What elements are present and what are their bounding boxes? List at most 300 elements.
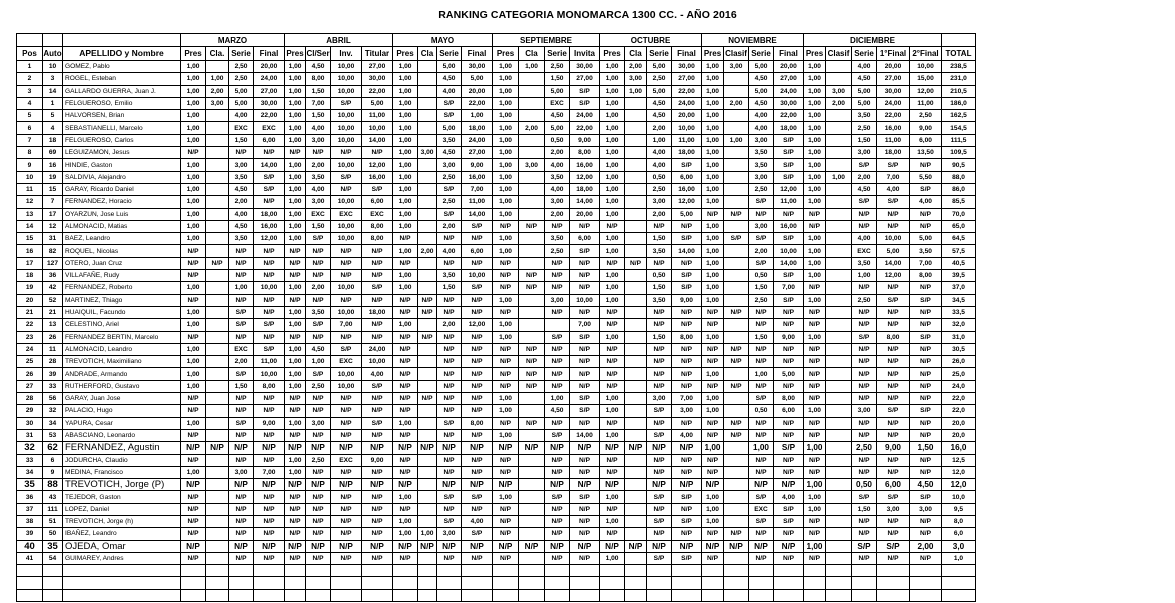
score-cell: N/P bbox=[229, 257, 254, 269]
score-cell: S/P bbox=[331, 97, 362, 109]
score-cell: 10,00 bbox=[362, 122, 393, 134]
score-cell: N/P bbox=[181, 294, 206, 306]
score-cell: 3,00 bbox=[229, 159, 254, 171]
score-cell: S/P bbox=[462, 220, 493, 232]
score-cell: N/P bbox=[306, 429, 331, 441]
score-cell: N/P bbox=[331, 552, 362, 564]
score-cell: 1,00 bbox=[181, 343, 206, 355]
score-cell bbox=[724, 294, 749, 306]
score-cell: 27,00 bbox=[570, 73, 600, 85]
score-cell: 1,00 bbox=[181, 368, 206, 380]
score-cell bbox=[625, 220, 647, 232]
score-cell: N/P bbox=[418, 294, 437, 306]
score-cell: S/P bbox=[254, 343, 285, 355]
score-cell: N/P bbox=[437, 331, 462, 343]
score-cell bbox=[418, 552, 437, 564]
pos-cell: 19 bbox=[17, 282, 43, 294]
score-cell bbox=[826, 73, 852, 85]
score-cell: N/P bbox=[437, 442, 462, 454]
score-cell: N/P bbox=[229, 454, 254, 466]
score-cell: 0,50 bbox=[852, 479, 877, 491]
score-cell: N/P bbox=[393, 368, 418, 380]
empty-cell bbox=[462, 565, 493, 577]
score-cell: 3,50 bbox=[437, 134, 462, 146]
score-cell bbox=[625, 233, 647, 245]
score-cell bbox=[206, 306, 229, 318]
score-cell: N/P bbox=[254, 257, 285, 269]
empty-cell bbox=[749, 565, 774, 577]
score-cell: N/P bbox=[804, 368, 826, 380]
score-cell: 7,00 bbox=[910, 257, 942, 269]
score-cell bbox=[206, 405, 229, 417]
score-cell: 1,00 bbox=[702, 110, 724, 122]
score-cell: 1,50 bbox=[545, 73, 570, 85]
score-cell: 1,00 bbox=[181, 306, 206, 318]
score-cell: 1,50 bbox=[749, 282, 774, 294]
score-cell: 2,50 bbox=[229, 73, 254, 85]
score-cell: N/P bbox=[702, 479, 724, 491]
score-cell: 1,50 bbox=[647, 233, 672, 245]
score-cell: N/P bbox=[545, 257, 570, 269]
score-cell: N/P bbox=[852, 528, 877, 540]
empty-cell bbox=[229, 589, 254, 601]
score-cell: N/P bbox=[181, 515, 206, 527]
score-cell: 1,00 bbox=[600, 159, 625, 171]
score-cell: N/P bbox=[724, 540, 749, 552]
score-cell: N/P bbox=[206, 442, 229, 454]
score-cell: S/P bbox=[774, 134, 804, 146]
header-blank bbox=[63, 34, 181, 47]
score-cell: 1,00 bbox=[702, 73, 724, 85]
score-cell: N/P bbox=[804, 466, 826, 478]
auto-cell: 9 bbox=[43, 466, 63, 478]
score-cell: 1,00 bbox=[804, 540, 826, 552]
score-cell: N/P bbox=[570, 257, 600, 269]
score-cell: S/P bbox=[877, 491, 910, 503]
score-cell: N/P bbox=[462, 479, 493, 491]
score-cell: EXC bbox=[852, 245, 877, 257]
score-cell: 1,00 bbox=[702, 233, 724, 245]
total-cell: 32,0 bbox=[942, 319, 976, 331]
score-cell: N/P bbox=[437, 306, 462, 318]
score-cell: N/P bbox=[493, 515, 519, 527]
score-cell: 4,50 bbox=[229, 220, 254, 232]
driver-name-cell: GALLARDO GUERRA, Juan J. bbox=[63, 85, 181, 97]
empty-cell bbox=[749, 589, 774, 601]
score-cell: 1,00 bbox=[804, 122, 826, 134]
score-cell: 3,00 bbox=[910, 503, 942, 515]
score-cell: N/P bbox=[493, 257, 519, 269]
score-cell: N/P bbox=[545, 282, 570, 294]
score-cell bbox=[625, 429, 647, 441]
score-cell: N/P bbox=[749, 306, 774, 318]
score-cell bbox=[206, 270, 229, 282]
score-cell: N/P bbox=[545, 343, 570, 355]
empty-cell bbox=[877, 565, 910, 577]
score-cell: 7,00 bbox=[331, 319, 362, 331]
score-cell: N/P bbox=[545, 220, 570, 232]
score-cell: 1,00 bbox=[724, 134, 749, 146]
total-cell: 20,0 bbox=[942, 429, 976, 441]
score-cell: 1,00 bbox=[702, 147, 724, 159]
score-cell bbox=[418, 479, 437, 491]
score-cell bbox=[625, 208, 647, 220]
score-cell bbox=[206, 294, 229, 306]
score-cell: 3,00 bbox=[306, 134, 331, 146]
score-cell: 4,00 bbox=[852, 233, 877, 245]
score-cell: 3,50 bbox=[852, 257, 877, 269]
score-cell: N/P bbox=[749, 454, 774, 466]
score-cell: S/P bbox=[362, 183, 393, 195]
score-cell: 1,00 bbox=[804, 171, 826, 183]
header-col-pres: Pres bbox=[600, 47, 625, 61]
auto-cell: 17 bbox=[43, 208, 63, 220]
score-cell: N/P bbox=[462, 405, 493, 417]
score-cell: 10,00 bbox=[331, 380, 362, 392]
empty-cell bbox=[826, 565, 852, 577]
total-cell: 22,0 bbox=[942, 405, 976, 417]
header-col-final: Final bbox=[254, 47, 285, 61]
score-cell: 1,00 bbox=[600, 73, 625, 85]
empty-cell bbox=[437, 577, 462, 589]
empty-row bbox=[17, 577, 976, 589]
score-cell: N/P bbox=[519, 380, 545, 392]
score-cell: EXC bbox=[545, 97, 570, 109]
score-cell: N/P bbox=[600, 319, 625, 331]
score-cell bbox=[724, 368, 749, 380]
score-cell: N/P bbox=[724, 343, 749, 355]
score-cell: 30,00 bbox=[774, 97, 804, 109]
score-cell: S/P bbox=[570, 491, 600, 503]
score-cell: 1,00 bbox=[804, 196, 826, 208]
auto-cell: 50 bbox=[43, 528, 63, 540]
score-cell: N/P bbox=[570, 503, 600, 515]
score-cell: 5,00 bbox=[462, 73, 493, 85]
score-cell: 2,00 bbox=[519, 122, 545, 134]
score-cell: S/P bbox=[229, 417, 254, 429]
score-cell: 8,00 bbox=[362, 220, 393, 232]
score-cell: S/P bbox=[437, 208, 462, 220]
score-cell: N/P bbox=[647, 540, 672, 552]
score-cell: 10,00 bbox=[910, 61, 942, 73]
score-cell: 1,00 bbox=[181, 233, 206, 245]
score-cell bbox=[418, 122, 437, 134]
score-cell bbox=[724, 183, 749, 195]
score-cell: N/P bbox=[181, 528, 206, 540]
auto-cell: 52 bbox=[43, 294, 63, 306]
score-cell: N/P bbox=[702, 552, 724, 564]
score-cell: N/P bbox=[181, 405, 206, 417]
score-cell: 1,00 bbox=[600, 208, 625, 220]
score-cell bbox=[724, 552, 749, 564]
score-cell: N/P bbox=[393, 466, 418, 478]
table-row bbox=[17, 97, 976, 109]
score-cell: 1,50 bbox=[647, 331, 672, 343]
pos-cell: 39 bbox=[17, 528, 43, 540]
score-cell: S/P bbox=[570, 97, 600, 109]
score-cell: 5,00 bbox=[545, 122, 570, 134]
driver-name-cell: OTERO, Juan Cruz bbox=[63, 257, 181, 269]
score-cell: N/P bbox=[306, 442, 331, 454]
score-cell: N/P bbox=[362, 552, 393, 564]
pos-cell: 11 bbox=[17, 183, 43, 195]
score-cell: 1,00 bbox=[285, 183, 306, 195]
auto-cell: 26 bbox=[43, 331, 63, 343]
score-cell: 10,00 bbox=[331, 61, 362, 73]
score-cell: S/P bbox=[724, 233, 749, 245]
score-cell: 7,00 bbox=[254, 466, 285, 478]
score-cell: N/P bbox=[331, 245, 362, 257]
total-cell: 34,5 bbox=[942, 294, 976, 306]
score-cell: 1,00 bbox=[804, 442, 826, 454]
score-cell: N/P bbox=[331, 491, 362, 503]
score-cell: N/P bbox=[229, 503, 254, 515]
score-cell: S/P bbox=[672, 233, 702, 245]
total-cell: 6,0 bbox=[942, 528, 976, 540]
score-cell: 4,50 bbox=[852, 183, 877, 195]
score-cell: 1,00 bbox=[749, 368, 774, 380]
score-cell: 1,00 bbox=[493, 393, 519, 405]
table-row bbox=[17, 319, 976, 331]
score-cell: N/P bbox=[545, 306, 570, 318]
pos-cell: 9 bbox=[17, 159, 43, 171]
score-cell: N/P bbox=[804, 429, 826, 441]
score-cell: N/P bbox=[254, 503, 285, 515]
score-cell: 9,00 bbox=[254, 417, 285, 429]
auto-cell: 5 bbox=[43, 110, 63, 122]
score-cell: 27,00 bbox=[774, 73, 804, 85]
score-cell: 1,00 bbox=[804, 147, 826, 159]
auto-cell: 7 bbox=[43, 196, 63, 208]
total-cell: 16,0 bbox=[942, 442, 976, 454]
score-cell: N/P bbox=[702, 417, 724, 429]
score-cell bbox=[206, 245, 229, 257]
driver-name-cell: SALDIVIA, Alejandro bbox=[63, 171, 181, 183]
score-cell: N/P bbox=[362, 491, 393, 503]
score-cell: 16,00 bbox=[254, 220, 285, 232]
pos-cell: 18 bbox=[17, 270, 43, 282]
score-cell: 2,00 bbox=[437, 220, 462, 232]
score-cell: 2,00 bbox=[625, 61, 647, 73]
empty-cell bbox=[229, 577, 254, 589]
score-cell: N/P bbox=[393, 454, 418, 466]
score-cell bbox=[418, 171, 437, 183]
empty-cell bbox=[749, 577, 774, 589]
total-cell: 231,0 bbox=[942, 73, 976, 85]
score-cell: N/P bbox=[600, 356, 625, 368]
empty-cell bbox=[206, 577, 229, 589]
score-cell bbox=[206, 61, 229, 73]
score-cell bbox=[519, 294, 545, 306]
driver-name-cell: TREVOTICH, Maximiliano bbox=[63, 356, 181, 368]
score-cell: 3,00 bbox=[826, 85, 852, 97]
score-cell: N/P bbox=[306, 331, 331, 343]
header-col-serie: Serie bbox=[647, 47, 672, 61]
score-cell: 5,00 bbox=[545, 85, 570, 97]
score-cell: N/P bbox=[362, 479, 393, 491]
empty-cell bbox=[331, 565, 362, 577]
score-cell: N/P bbox=[774, 417, 804, 429]
score-cell: 1,00 bbox=[804, 245, 826, 257]
score-cell bbox=[418, 220, 437, 232]
score-cell: N/P bbox=[493, 282, 519, 294]
score-cell bbox=[206, 220, 229, 232]
score-cell: 1,00 bbox=[493, 429, 519, 441]
score-cell: N/P bbox=[181, 552, 206, 564]
header-col-inv: Inv. bbox=[331, 47, 362, 61]
score-cell bbox=[206, 233, 229, 245]
score-cell: N/P bbox=[749, 466, 774, 478]
score-cell: N/P bbox=[493, 503, 519, 515]
score-cell: N/P bbox=[437, 343, 462, 355]
score-cell: 22,00 bbox=[570, 122, 600, 134]
score-cell: 2,50 bbox=[852, 294, 877, 306]
score-cell: N/P bbox=[804, 343, 826, 355]
score-cell: N/P bbox=[229, 552, 254, 564]
auto-cell: 13 bbox=[43, 319, 63, 331]
score-cell: 1,00 bbox=[600, 429, 625, 441]
header-month-marzo: MARZO bbox=[181, 34, 285, 47]
score-cell bbox=[206, 331, 229, 343]
score-cell: 1,00 bbox=[493, 208, 519, 220]
score-cell bbox=[418, 159, 437, 171]
score-cell: N/P bbox=[306, 405, 331, 417]
score-cell: 4,50 bbox=[437, 73, 462, 85]
score-cell: N/P bbox=[393, 331, 418, 343]
score-cell bbox=[206, 183, 229, 195]
score-cell bbox=[625, 183, 647, 195]
score-cell: 1,50 bbox=[647, 282, 672, 294]
score-cell: N/P bbox=[229, 294, 254, 306]
score-cell: N/P bbox=[774, 319, 804, 331]
score-cell: 1,00 bbox=[181, 282, 206, 294]
empty-cell bbox=[545, 565, 570, 577]
table-row bbox=[17, 257, 976, 269]
score-cell: 1,00 bbox=[393, 319, 418, 331]
table-row bbox=[17, 159, 976, 171]
score-cell: 1,00 bbox=[804, 257, 826, 269]
score-cell: N/P bbox=[749, 343, 774, 355]
total-cell: 39,5 bbox=[942, 270, 976, 282]
score-cell: 1,00 bbox=[600, 233, 625, 245]
score-cell: N/P bbox=[493, 552, 519, 564]
score-cell: N/P bbox=[877, 528, 910, 540]
score-cell: N/P bbox=[331, 528, 362, 540]
score-cell: N/P bbox=[181, 442, 206, 454]
score-cell: 1,00 bbox=[285, 417, 306, 429]
empty-cell bbox=[774, 565, 804, 577]
score-cell: N/P bbox=[774, 466, 804, 478]
score-cell: 4,00 bbox=[910, 196, 942, 208]
score-cell: N/P bbox=[600, 479, 625, 491]
score-cell: N/P bbox=[877, 466, 910, 478]
total-cell: 20,0 bbox=[942, 417, 976, 429]
score-cell: S/P bbox=[362, 417, 393, 429]
score-cell: 1,00 bbox=[393, 220, 418, 232]
score-cell: N/P bbox=[331, 270, 362, 282]
score-cell: 1,00 bbox=[702, 294, 724, 306]
score-cell: N/P bbox=[362, 245, 393, 257]
score-cell: 5,00 bbox=[437, 61, 462, 73]
score-cell bbox=[418, 110, 437, 122]
score-cell: N/P bbox=[229, 491, 254, 503]
score-cell: EXC bbox=[306, 208, 331, 220]
score-cell: 0,50 bbox=[545, 134, 570, 146]
score-cell: N/P bbox=[331, 257, 362, 269]
table-row bbox=[17, 171, 976, 183]
empty-cell bbox=[17, 589, 43, 601]
empty-cell bbox=[910, 577, 942, 589]
score-cell: 1,00 bbox=[804, 503, 826, 515]
score-cell: 1,00 bbox=[285, 208, 306, 220]
score-cell: N/P bbox=[910, 466, 942, 478]
score-cell: 6,00 bbox=[570, 233, 600, 245]
score-cell: N/P bbox=[910, 356, 942, 368]
auto-cell: 51 bbox=[43, 515, 63, 527]
header-name: APELLIDO y Nombre bbox=[63, 47, 181, 61]
score-cell: 27,00 bbox=[672, 73, 702, 85]
score-cell: S/P bbox=[570, 393, 600, 405]
score-cell bbox=[625, 110, 647, 122]
score-cell: 1,00 bbox=[181, 97, 206, 109]
score-cell: 16,00 bbox=[877, 122, 910, 134]
score-cell: S/P bbox=[749, 233, 774, 245]
score-cell: N/P bbox=[462, 331, 493, 343]
score-cell bbox=[826, 122, 852, 134]
score-cell: N/P bbox=[393, 540, 418, 552]
score-cell: 1,00 bbox=[285, 306, 306, 318]
score-cell: 1,00 bbox=[393, 61, 418, 73]
score-cell: 1,00 bbox=[804, 61, 826, 73]
score-cell: 10,00 bbox=[331, 110, 362, 122]
score-cell: 16,00 bbox=[362, 171, 393, 183]
score-cell: N/P bbox=[418, 442, 437, 454]
score-cell: 1,00 bbox=[285, 97, 306, 109]
score-cell: N/P bbox=[702, 343, 724, 355]
score-cell: 1,00 bbox=[600, 196, 625, 208]
score-cell: 3,00 bbox=[877, 503, 910, 515]
driver-name-cell: TREVOTICH, Jorge (h) bbox=[63, 515, 181, 527]
score-cell: N/P bbox=[545, 417, 570, 429]
empty-row bbox=[17, 589, 976, 601]
score-cell bbox=[206, 159, 229, 171]
score-cell bbox=[826, 503, 852, 515]
score-cell: 10,00 bbox=[254, 368, 285, 380]
score-cell: 2,50 bbox=[647, 73, 672, 85]
score-cell bbox=[826, 61, 852, 73]
score-cell: 12,00 bbox=[774, 183, 804, 195]
score-cell: 2,00 bbox=[647, 208, 672, 220]
score-cell: 1,00 bbox=[285, 368, 306, 380]
empty-cell bbox=[519, 565, 545, 577]
score-cell: N/P bbox=[393, 479, 418, 491]
score-cell bbox=[206, 491, 229, 503]
score-cell: 2,00 bbox=[229, 356, 254, 368]
auto-cell: 31 bbox=[43, 233, 63, 245]
empty-cell bbox=[852, 565, 877, 577]
score-cell bbox=[206, 466, 229, 478]
score-cell: 1,50 bbox=[852, 134, 877, 146]
score-cell: 1,00 bbox=[181, 380, 206, 392]
score-cell: 1,00 bbox=[493, 61, 519, 73]
score-cell: N/P bbox=[418, 331, 437, 343]
score-cell: EXC bbox=[254, 122, 285, 134]
driver-name-cell: GUIMAREY, Andres bbox=[63, 552, 181, 564]
score-cell: N/P bbox=[804, 282, 826, 294]
score-cell: N/P bbox=[462, 380, 493, 392]
total-cell: 86,0 bbox=[942, 183, 976, 195]
score-cell: 14,00 bbox=[570, 429, 600, 441]
